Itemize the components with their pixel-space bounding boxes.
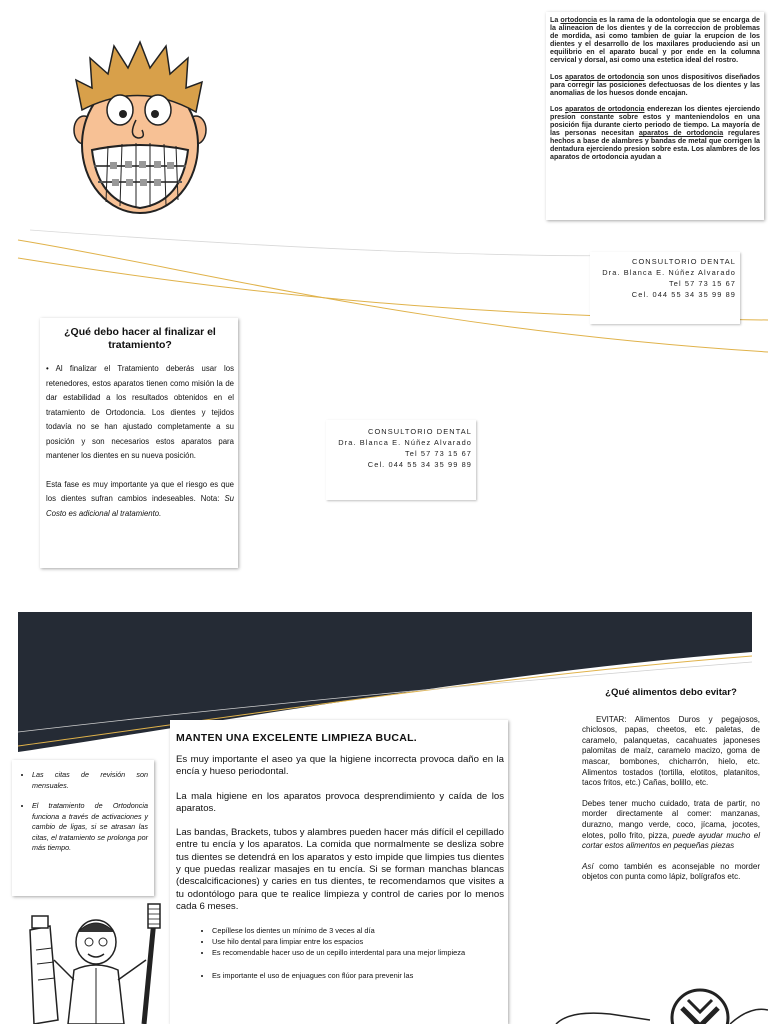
appliances-function-paragraph: Los aparatos de ortodoncia enderezan los dientes ejerciendo presion constante sobre estos y manteniendolos en una posición fija durante cierto periodo de tiempo. La mayoría de las personas necesitan aparatos de ortodoncia regulares hechos a base de alambres y bandas de metal que corrigen la dentadura ejerciendo presion sobre esta. Los alambres de los aparatos de ortodoncia ayudan a [550, 104, 760, 162]
boy-with-braces-illustration [70, 40, 210, 220]
cell-number: Cel. 044 55 34 35 99 89 [631, 290, 736, 299]
contact-card-middle [326, 420, 476, 500]
cell-number: Cel. 044 55 34 35 99 89 [367, 460, 472, 469]
list-item: • Cepíllese los dientes un mínimo de 3 veces al día [212, 925, 504, 936]
contact-card-top [590, 252, 740, 324]
list-item: • Es importante el uso de enjuagues con flúor para prevenir las [212, 970, 504, 981]
foods-title: ¿Qué alimentos debo evitar? [605, 687, 737, 698]
phone-number: Tel 57 73 15 67 [668, 279, 736, 288]
list-item: • Use hilo dental para limpiar entre los espacios [212, 936, 504, 947]
orthodontics-definition-box [546, 12, 764, 220]
appointment-notes-box [12, 760, 154, 896]
list-item: • El tratamiento de Ortodoncia funciona a través de activaciones y cambio de ligas, si se atrasan las citas, el tratamiento se prolonga por más tiempo. [32, 801, 148, 854]
list-item: • Las citas de revisión son mensuales. [32, 770, 148, 791]
doctor-name: Dra. Blanca E. Núñez Alvarado [338, 438, 472, 447]
after-treatment-paragraph: • Al finalizar el Tratamiento deberás usar los retenedores, estos aparatos tienen como misión la de dar estabilidad a los resultados obtenidos en el tratamiento de Ortodoncia. Los dientes y tejidos todavía no se han ajustado completamente a su posición y son necesarios estos aparatos para mantener los dientes en su nueva posición. [46, 364, 234, 460]
foods-objects-paragraph: Así como también es aconsejable no morder objetos con punta como lápiz, bolígrafos etc. [582, 861, 760, 882]
clinic-name: CONSULTORIO DENTAL [368, 427, 472, 436]
foods-careful-paragraph: Debes tener mucho cuidado, trata de partir, no morder directamente al comer: manzanas, durazno, mango verde, coco, jícama, jocotes, elotes, pollo frito, pizza, puede ayudar mucho el cortar estos alimentos en pequeñas piezas [582, 798, 760, 851]
after-treatment-box [40, 318, 238, 568]
definition-paragraph: La ortodoncia es la rama de la odontologia que se encarga de la alineacion de los dientes y de la correccion de problemas de mordida, asi como tambien de guiar la erupcion de los dientes y el desarrollo de los maxilares produciendo asi un equilibrio en el aparato bucal y por ende en la columna cervical y dorsal, asi como una estetica ideal del rostro. [550, 16, 760, 65]
hygiene-title: MANTEN UNA EXCELENTE LIMPIEZA BUCAL. [176, 732, 418, 744]
phone-number: Tel 57 73 15 67 [404, 449, 472, 458]
important-phase-paragraph: Esta fase es muy importante ya que el riesgo es que los dientes sufran cambios indeseables. Nota: Su Costo es adicional al tratamiento. [46, 479, 234, 518]
hygiene-paragraph: Las bandas, Brackets, tubos y alambres pueden hacer más difícil el cepillado entre tu encía y los aparatos. La comida que normalmente se desliza sobre tus dientes se detendrá en los aparatos y esto impide que limpies tus dientes y que puedas realizar masajes en tu encía. Si se forman manchas blancas (descalcificaciones) y caries en tus dientes, te recomendamos que visites a tu odontólogo para que te realice limpieza y control de caries por lo menos cada 6 meses. [176, 827, 504, 912]
after-treatment-title: ¿Qué debo hacer al finalizar el tratamiento? [64, 326, 216, 351]
dentist-with-toothbrush-illustration [24, 900, 170, 1024]
doctor-name: Dra. Blanca E. Núñez Alvarado [602, 268, 736, 277]
list-item: • Es recomendable hacer uso de un cepillo interdental para una mejor limpieza [212, 947, 504, 958]
hygiene-paragraph: La mala higiene en los aparatos provoca desprendimiento y caída de los aparatos. [176, 790, 504, 814]
notes-list [16, 770, 148, 854]
contact-info [602, 256, 736, 300]
hygiene-tips-list [176, 925, 504, 981]
orthodontics-term: ortodoncia [560, 16, 598, 24]
tooth-emblem-icon [550, 980, 768, 1024]
appliances-paragraph: Los aparatos de ortodoncia son unos dispositivos diseñados para corregir las posiciones defectuosas de los dientes y las anomalias de los huesos donde encajan. [550, 72, 760, 97]
hygiene-paragraph: Es muy importante el aseo ya que la higiene incorrecta provoca daño en la encía y hueso periodontal. [176, 754, 504, 778]
foods-to-avoid-box [578, 684, 764, 966]
oral-hygiene-box [170, 720, 508, 1024]
clinic-name: CONSULTORIO DENTAL [632, 257, 736, 266]
foods-avoid-paragraph: EVITAR: Alimentos Duros y pegajosos, chiclosos, papas, cheetos, etc. paletas, de caramelo, palanquetas, cacahuates japoneses palomitas de maíz, caramelo macizo, goma de mascar, bombones, chicharrón, hielo, etc. Alimentos tostados (tortilla, elotitos, platanitos, tacos fritos, etc.) Cañas, bolillo, etc. [582, 714, 760, 788]
contact-info [338, 426, 472, 470]
